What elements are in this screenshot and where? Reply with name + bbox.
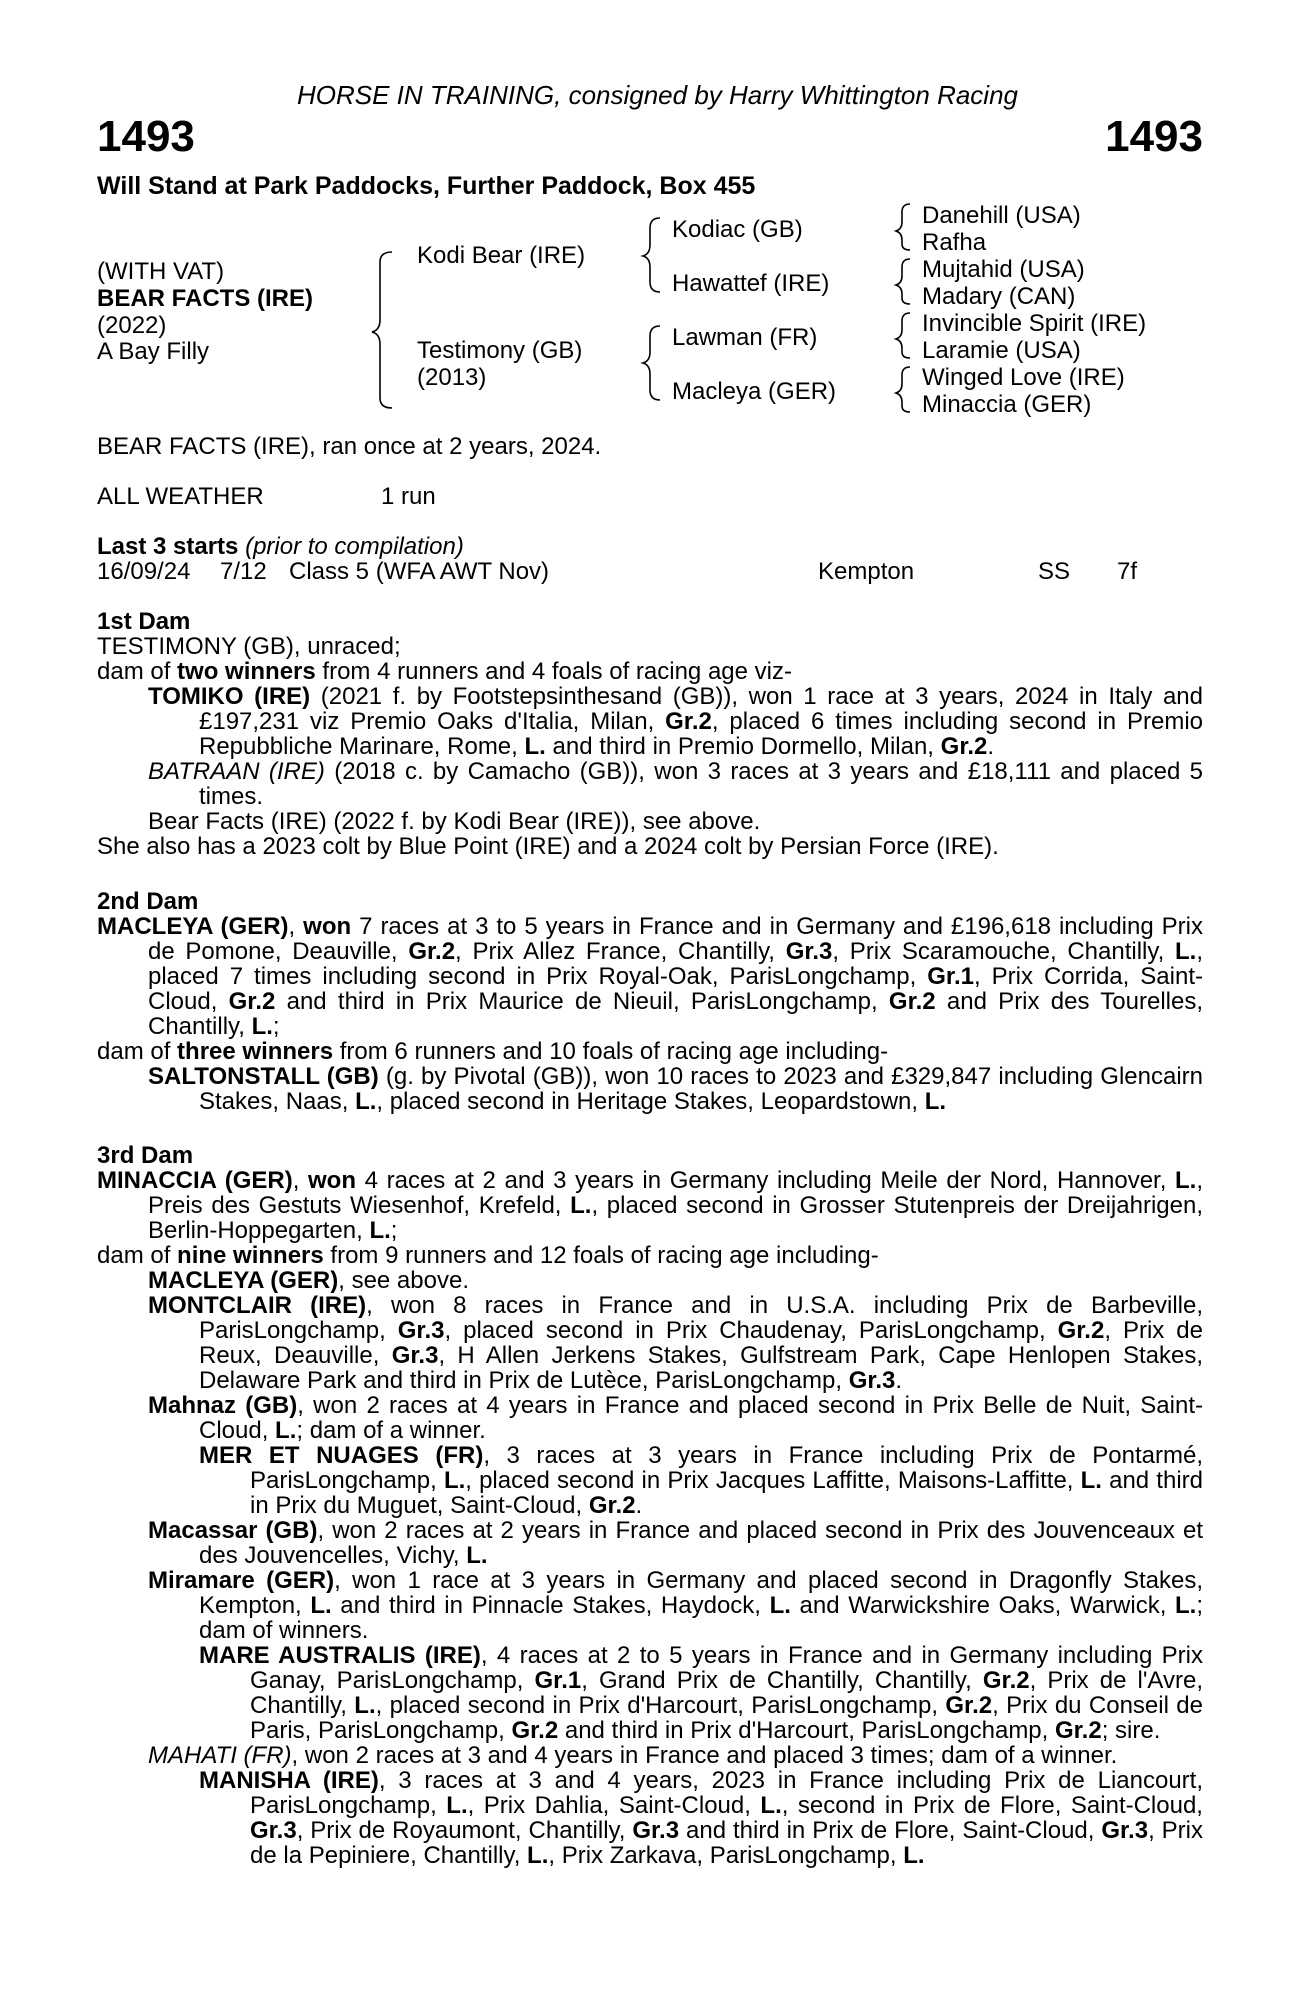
granddam-1: Hawattef (IRE) — [672, 270, 830, 297]
start-distance: 7f — [1117, 558, 1138, 585]
surface-label: ALL WEATHER — [97, 483, 264, 510]
surface-runs: 1 run — [381, 483, 436, 510]
produce-mare-australis: MARE AUSTRALIS (IRE), 4 races at 2 to 5 years in France and in Germany including Prix Ganay, ParisLongchamp, Gr.1, Grand Prix de Chantilly, Chantilly, Gr.2, Prix de l'Avre, Chantilly, L., placed second in Prix d'Harcourt, ParisLongchamp, Gr.2, Prix du Conseil de Paris, ParisLongchamp, Gr.2 and third in Prix d'Harcourt, ParisLongchamp, Gr.2; sire. — [199, 1642, 1204, 1744]
dam-year: (2013) — [417, 364, 487, 391]
produce-bear-facts: Bear Facts (IRE) (2022 f. by Kodi Bear (IRE)), see above. — [148, 808, 761, 835]
race-summary: BEAR FACTS (IRE), ran once at 2 years, 2024. — [97, 433, 602, 460]
produce-macassar: Macassar (GB), won 2 races at 2 years in France and placed second in Prix des Jouvenceaux et des Jouvencelles, Vichy, L. — [148, 1517, 1203, 1569]
second-dam-produce: dam of three winners from 6 runners and 10 foals of racing age including- — [97, 1038, 889, 1065]
ggp-3: Mujtahid (USA) — [922, 256, 1085, 283]
dam-name: Testimony (GB) — [417, 337, 583, 364]
third-dam-title: 3rd Dam — [97, 1142, 194, 1169]
grandsire-2: Lawman (FR) — [672, 324, 818, 351]
horse-year: (2022) — [97, 312, 167, 339]
start-position: 7/12 — [220, 558, 267, 585]
sire-name: Kodi Bear (IRE) — [417, 242, 586, 269]
third-dam-block — [97, 1168, 1203, 1868]
start-going: SS — [1038, 558, 1071, 585]
granddam-2: Macleya (GER) — [672, 378, 837, 405]
produce-batraan: BATRAAN (IRE) (2018 c. by Camacho (GB)), won 3 races at 3 years and £18,111 and placed 5 times. — [148, 758, 1204, 810]
produce-mer-et-nuages: MER ET NUAGES (FR), 3 races at 3 years in France including Prix de Pontarmé, ParisLongchamp, L., placed second in Prix Jacques Laffitte, Maisons-Laffitte, L. and third in Prix du Muguet, Saint-Cloud, Gr.2. — [199, 1442, 1203, 1519]
ggp-4: Madary (CAN) — [922, 283, 1076, 310]
first-dam-block — [97, 634, 1203, 859]
last-starts-title: Last 3 starts — [97, 533, 239, 560]
ggp-2: Rafha — [922, 229, 987, 256]
produce-mahati: MAHATI (FR), won 2 races at 3 and 4 years in France and placed 3 times; dam of a winner. — [148, 1742, 1118, 1769]
ggp-6: Laramie (USA) — [922, 337, 1081, 364]
lot-number-left: 1493 — [97, 112, 195, 161]
horse-description: A Bay Filly — [97, 338, 210, 365]
lot-number-right: 1493 — [1105, 112, 1203, 161]
produce-miramare: Miramare (GER), won 1 race at 3 years in Germany and placed second in Dragonfly Stakes, Kempton, L. and third in Pinnacle Stakes, Haydock, L. and Warwickshire Oaks, Warwick, L.; dam of winners. — [148, 1567, 1203, 1644]
produce-macleya: MACLEYA (GER), see above. — [148, 1267, 469, 1294]
last-starts-note: (prior to compilation) — [245, 533, 464, 560]
ggp-1: Danehill (USA) — [922, 202, 1081, 229]
first-dam-produce: dam of two winners from 4 runners and 4 foals of racing age viz- — [97, 658, 792, 685]
second-dam-title: 2nd Dam — [97, 888, 199, 915]
produce-manisha: MANISHA (IRE), 3 races at 3 and 4 years, 2023 in France including Prix de Liancourt, ParisLongchamp, L., Prix Dahlia, Saint-Cloud, L., second in Prix de Flore, Saint-Cloud, Gr.3, Prix de Royaumont, Chantilly, Gr.3 and third in Prix de Flore, Saint-Cloud, Gr.3, Prix de la Pepiniere, Chantilly, L., Prix Zarkava, ParisLongchamp, L. — [199, 1767, 1204, 1869]
produce-saltonstall: SALTONSTALL (GB) (g. by Pivotal (GB)), won 10 races to 2023 and £329,847 including Glencairn Stakes, Naas, L., placed second in Heritage Stakes, Leopardstown, L. — [148, 1063, 1203, 1115]
produce-mahnaz: Mahnaz (GB), won 2 races at 4 years in France and placed second in Prix Belle de Nuit, Saint-Cloud, L.; dam of a winner. — [148, 1392, 1203, 1444]
ggp-7: Winged Love (IRE) — [922, 364, 1125, 391]
consignment-header: HORSE IN TRAINING, consigned by Harry Whittington Racing — [296, 80, 1019, 110]
grandsire-1: Kodiac (GB) — [672, 216, 803, 243]
stand-location: Will Stand at Park Paddocks, Further Paddock, Box 455 — [97, 172, 756, 200]
first-dam-line: TESTIMONY (GB), unraced; — [97, 633, 401, 660]
produce-montclair: MONTCLAIR (IRE), won 8 races in France and in U.S.A. including Prix de Barbeville, ParisLongchamp, Gr.3, placed second in Prix Chaudenay, ParisLongchamp, Gr.2, Prix de Reux, Deauville, Gr.3, H Allen Jerkens Stakes, Gulfstream Park, Cape Henlopen Stakes, Delaware Park and third in Prix de Lutèce, ParisLongchamp, Gr.3. — [148, 1292, 1204, 1394]
vat-note: (WITH VAT) — [97, 258, 225, 285]
second-dam-block — [97, 914, 1203, 1114]
produce-tomiko: TOMIKO (IRE) (2021 f. by Footstepsinthesand (GB)), won 1 race at 3 years, 2024 in Italy and £197,231 viz Premio Oaks d'Italia, Milan, Gr.2, placed 6 times including second in Premio Repubbliche Marinare, Rome, L. and third in Premio Dormello, Milan, Gr.2. — [148, 683, 1203, 760]
third-dam-produce: dam of nine winners from 9 runners and 12 foals of racing age including- — [97, 1242, 879, 1269]
first-dam-title: 1st Dam — [97, 608, 191, 635]
third-dam-record: MINACCIA (GER), won 4 races at 2 and 3 years in Germany including Meile der Nord, Hannover, L., Preis des Gestuts Wiesenhof, Krefeld, L., placed second in Grosser Stutenpreis der Dreijahrigen, Berlin-Hoppegarten, L.; — [97, 1167, 1203, 1244]
start-course: Kempton — [818, 558, 915, 585]
first-dam-also: She also has a 2023 colt by Blue Point (IRE) and a 2024 colt by Persian Force (IRE). — [97, 833, 999, 860]
start-race: Class 5 (WFA AWT Nov) — [289, 558, 550, 585]
ggp-8: Minaccia (GER) — [922, 391, 1092, 418]
horse-name: BEAR FACTS (IRE) — [97, 285, 313, 312]
second-dam-record: MACLEYA (GER), won 7 races at 3 to 5 years in France and in Germany and £196,618 including Prix de Pomone, Deauville, Gr.2, Prix Allez France, Chantilly, Gr.3, Prix Scaramouche, Chantilly, L., placed 7 times including second in Prix Royal-Oak, ParisLongchamp, Gr.1, Prix Corrida, Saint-Cloud, Gr.2 and third in Prix Maurice de Nieuil, ParisLongchamp, Gr.2 and Prix des Tourelles, Chantilly, L.; — [97, 913, 1204, 1040]
start-date: 16/09/24 — [97, 558, 191, 585]
ggp-5: Invincible Spirit (IRE) — [922, 310, 1147, 337]
last-starts-heading — [97, 533, 464, 560]
